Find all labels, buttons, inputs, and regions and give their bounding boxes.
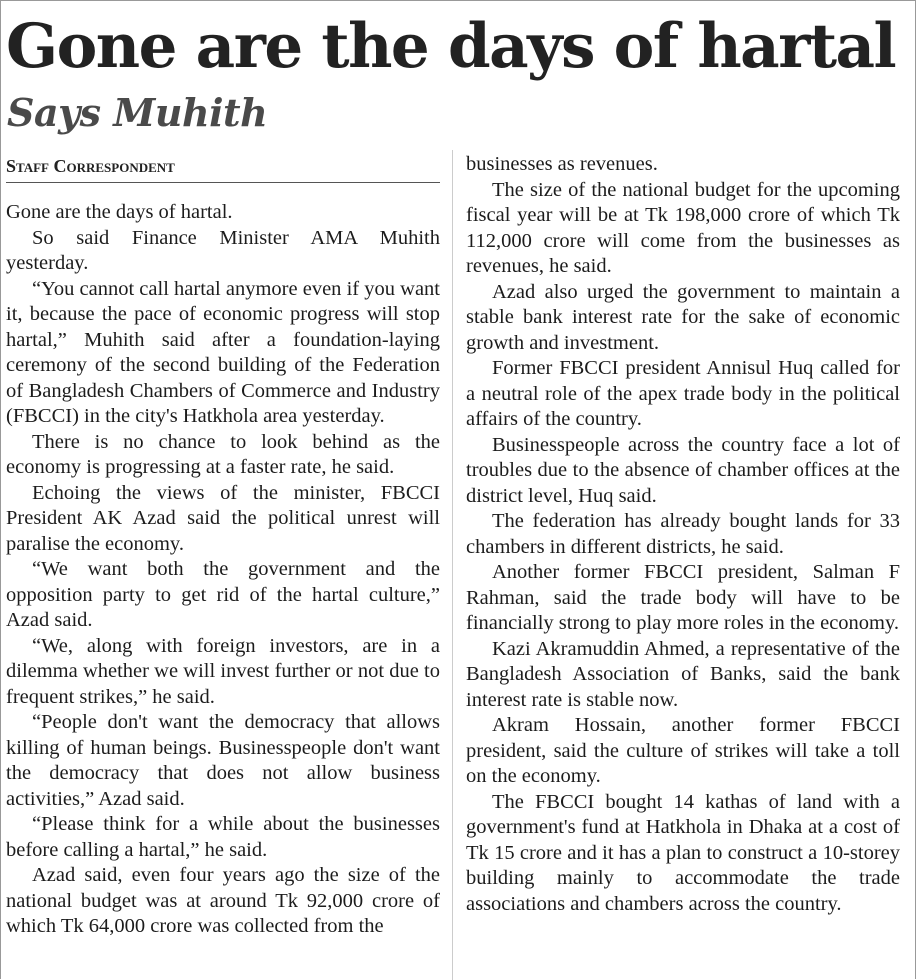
paragraph: Businesspeople across the country face a lot of troubles due to the absence of chamber offices at the district level, Huq said. bbox=[466, 433, 900, 507]
paragraph: The size of the national budget for the upcoming fiscal year will be at Tk 198,000 crore of which Tk 112,000 crore will come from the businesses as revenues, he said. bbox=[466, 178, 900, 277]
paragraph: “We want both the government and the opposition party to get rid of the hartal culture,” Azad said. bbox=[6, 558, 440, 631]
paragraph: Azad also urged the government to maintain a stable bank interest rate for the sake of economic growth and investment. bbox=[466, 280, 900, 354]
headline: Gone are the days of hartal bbox=[6, 11, 896, 82]
paragraph: There is no chance to look behind as the economy is progressing at a faster rate, he said. bbox=[6, 430, 440, 478]
paragraph: Azad said, even four years ago the size of the national budget was at around Tk 92,000 crore of which Tk 64,000 crore was collected from the bbox=[6, 864, 440, 937]
byline bbox=[6, 153, 440, 183]
paragraph: “Please think for a while about the businesses before calling a hartal,” he said. bbox=[6, 813, 440, 861]
paragraph: “People don't want the democracy that allows killing of human beings. Businesspeople don't want the democracy that does not allow business activities,” Azad said. bbox=[6, 711, 440, 810]
paragraph: businesses as revenues. bbox=[466, 153, 658, 175]
paragraph: “You cannot call hartal anymore even if you want it, because the pace of economic progress will stop hartal,” Muhith said after a foundation-laying ceremony of the second building of the Federation of Bangladesh Chambers of Commerce and Industry (FBCCI) in the city's Hatkhola area yesterday. bbox=[6, 277, 440, 427]
article-column-2 bbox=[466, 152, 900, 917]
subhead: Says Muhith bbox=[7, 90, 268, 135]
article-column-1 bbox=[6, 200, 440, 940]
paragraph: The federation has already bought lands for 33 chambers in different districts, he said. bbox=[466, 510, 900, 558]
paragraph: Another former FBCCI president, Salman F Rahman, said the trade body will have to be financially strong to play more roles in the economy. bbox=[466, 561, 900, 634]
paragraph: Former FBCCI president Annisul Huq called for a neutral role of the apex trade body in the political affairs of the country. bbox=[466, 357, 900, 430]
paragraph: The FBCCI bought 14 kathas of land with a government's fund at Hatkhola in Dhaka at a cost of Tk 15 crore and it has a plan to construct a 10-storey building mainly to accommodate the trade associations and chambers across the country. bbox=[466, 790, 900, 915]
paragraph: So said Finance Minister AMA Muhith yesterday. bbox=[6, 226, 440, 274]
paragraph: Akram Hossain, another former FBCCI president, said the culture of strikes will take a toll on the economy. bbox=[466, 714, 900, 787]
byline-text: Staff Correspondent bbox=[6, 156, 175, 176]
paragraph: Echoing the views of the minister, FBCCI President AK Azad said the political unrest will paralise the economy. bbox=[6, 481, 440, 555]
paragraph: Gone are the days of hartal. bbox=[6, 201, 233, 223]
paragraph: Kazi Akramuddin Ahmed, a representative of the Bangladesh Association of Banks, said the bank interest rate is stable now. bbox=[466, 637, 900, 711]
paragraph: “We, along with foreign investors, are in a dilemma whether we will invest further or not due to frequent strikes,” he said. bbox=[6, 634, 440, 708]
column-divider bbox=[452, 150, 453, 980]
